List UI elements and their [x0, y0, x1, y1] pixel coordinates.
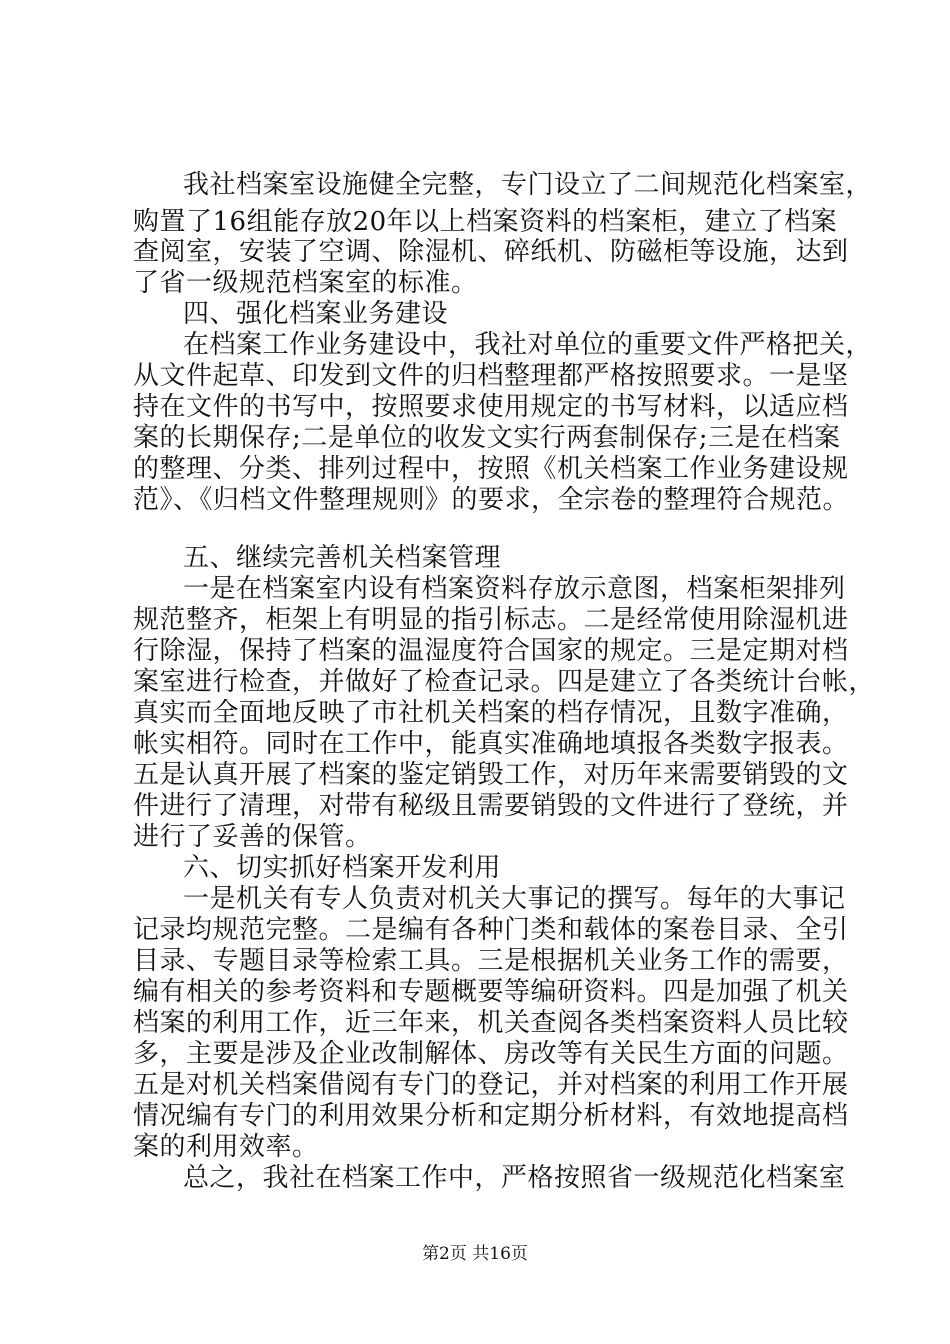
- paragraph-line: 五是认真开展了档案的鉴定销毁工作，对历年来需要销毁的文: [133, 760, 849, 790]
- paragraph-line: 一是在档案室内设有档案资料存放示意图，档案柜架排列: [183, 574, 846, 604]
- paragraph-line: 购置了16组能存放20年以上档案资料的档案柜，建立了档案: [133, 207, 838, 237]
- paragraph-line: 案室进行检查，并做好了检查记录。四是建立了各类统计台帐，: [133, 667, 876, 697]
- paragraph-line: 行除湿，保持了档案的温湿度符合国家的规定。三是定期对档: [133, 636, 849, 666]
- paragraph-line: 档案的利用工作，近三年来，机关查阅各类档案资料人员比较: [133, 1008, 849, 1038]
- paragraph-line: 我社档案室设施健全完整，专门设立了二间规范化档案室，: [183, 170, 873, 200]
- paragraph-line: 的整理、分类、排列过程中，按照《机关档案工作业务建设规: [133, 454, 849, 484]
- paragraph-line: 目录、专题目录等检索工具。三是根据机关业务工作的需要，: [133, 946, 849, 976]
- paragraph-line: 持在文件的书写中，按照要求使用规定的书写材料，以适应档: [133, 392, 849, 422]
- paragraph-line: 范》、《归档文件整理规则》的要求，全宗卷的整理符合规范。: [133, 485, 850, 515]
- section-heading: 五、继续完善机关档案管理: [183, 543, 502, 573]
- paragraph-line: 总之，我社在档案工作中，严格按照省一级规范化档案室: [183, 1163, 846, 1193]
- paragraph-line: 真实而全面地反映了市社机关档案的档存情况，且数字准确，: [133, 698, 849, 728]
- paragraph-line: 案的长期保存;二是单位的收发文实行两套制保存;三是在档案: [133, 423, 841, 453]
- section-heading: 四、强化档案业务建设: [183, 299, 449, 329]
- paragraph-line: 在档案工作业务建设中，我社对单位的重要文件严格把关，: [183, 330, 873, 360]
- page-footer: 第2页 共16页: [422, 1244, 528, 1264]
- section-heading: 六、切实抓好档案开发利用: [183, 853, 502, 883]
- paragraph-line: 帐实相符。同时在工作中，能真实准确地填报各类数字报表。: [133, 729, 849, 759]
- paragraph-line: 编有相关的参考资料和专题概要等编研资料。四是加强了机关: [133, 977, 849, 1007]
- paragraph-line: 规范整齐，柜架上有明显的指引标志。二是经常使用除湿机进: [133, 605, 849, 635]
- paragraph-line: 记录均规范完整。二是编有各种门类和载体的案卷目录、全引: [133, 915, 849, 945]
- paragraph-line: 从文件起草、印发到文件的归档整理都严格按照要求。一是坚: [133, 361, 849, 391]
- paragraph-line: 一是机关有专人负责对机关大事记的撰写。每年的大事记: [183, 884, 846, 914]
- paragraph-line: 案的利用效率。: [133, 1132, 319, 1162]
- paragraph-line: 五是对机关档案借阅有专门的登记，并对档案的利用工作开展: [133, 1070, 849, 1100]
- paragraph-line: 查阅室，安装了空调、除湿机、碎纸机、防磁柜等设施，达到: [133, 237, 849, 267]
- paragraph-line: 多，主要是涉及企业改制解体、房改等有关民生方面的问题。: [133, 1039, 849, 1069]
- paragraph-line: 情况编有专门的利用效果分析和定期分析材料，有效地提高档: [133, 1101, 849, 1131]
- paragraph-line: 进行了妥善的保管。: [133, 822, 372, 852]
- paragraph-line: 件进行了清理，对带有秘级且需要销毁的文件进行了登统，并: [133, 791, 849, 821]
- paragraph-line: 了省一级规范档案室的标准。: [133, 268, 478, 298]
